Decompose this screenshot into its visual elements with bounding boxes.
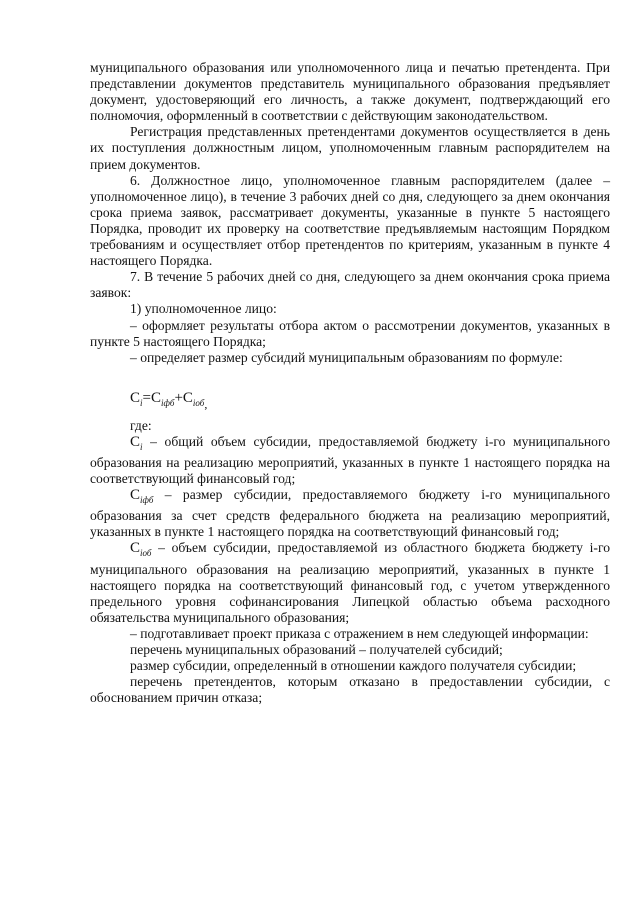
formula-lhs: C [130,389,141,406]
paragraph: где: [130,417,152,433]
paragraph: муниципального образования или уполномоченного лица и печатью претендента. При представлении документов представитель муниципального образования предъявляет документ, удостоверяющий его личность, а также документ, подтверждающий его полномочия, оформленный в соответствии с действующим законодательством. [90,60,610,124]
symbol: $C_i$ [130,433,143,452]
formula-comma: , [204,396,208,411]
definition-cifb [90,487,610,540]
definition-text: – размер субсидии, предоставляемого бюджету i-го муниципального образования за счет средств федерального бюджета на реализацию мероприятий, указанных в пункте 1 настоящего порядка на соответствующий финансовый год; [90,487,610,540]
document-page [90,60,610,706]
paragraph: – определяет размер субсидий муниципальным образованиям по формуле: [130,349,563,365]
definition-text: – объем субсидии, предоставляемой из областного бюджета бюджету i-го муниципального образования на реализацию мероприятий, указанных в пункте 1 настоящего порядка на соответствующий финансовый год, с учетом утвержденного предельного уровня софинансирования Липецкой областью объема расходного обязательства муниципального образования; [90,540,610,625]
subsidy-formula [130,388,610,418]
definition-text: – общий объем субсидии, предоставляемой бюджету i-го муниципального образования на реализацию мероприятий, указанных в пункте 1 настоящего порядка на соответствующий финансовый год; [90,433,610,487]
paragraph: перечень претендентов, которым отказано в предоставлении субсидии, с обоснованием причин отказа; [90,674,610,706]
formula-term2: C [182,389,193,406]
definition-ci [90,434,610,487]
formula-term1: C [151,389,162,406]
symbol: $C_{iоб}$ [130,540,152,559]
paragraph: размер субсидии, определенный в отношении каждого получателя субсидии; [130,658,577,674]
formula-lhs-sub: i [140,397,143,408]
paragraph: 7. В течение 5 рабочих дней со дня, следующего за днем окончания срока приема заявок: [90,269,610,301]
paragraph: Регистрация представленных претендентами документов осуществляется в день их поступления должностным лицом, уполномоченным главным распорядителем на прием документов. [90,124,610,172]
paragraph: перечень муниципальных образований – получателей субсидий; [130,642,503,657]
definition-ciob [90,540,610,625]
symbol: $C_{iфб}$ [130,487,154,506]
formula-term2-sub: iоб [192,397,205,408]
paragraph: – подготавливает проект приказа с отражением в нем следующей информации: [130,625,589,641]
paragraph: 1) уполномоченное лицо: [130,301,277,317]
formula-term1-sub: iфб [161,397,175,408]
formula-plus: + [174,389,183,406]
paragraph: 6. Должностное лицо, уполномоченное главным распорядителем (далее – уполномоченное лицо), в течение 3 рабочих дней со дня, следующего за днем окончания срока приема заявок, рассматривает документы, указанные в пункте 5 настоящего Порядка, проводит их проверку на соответствие предъявляемым настоящим Порядком требованиям и осуществляет отбор претендентов по критериям, указанным в пункте 4 настоящего Порядка. [90,172,610,269]
paragraph: – оформляет результаты отбора актом о рассмотрении документов, указанных в пункте 5 настоящего Порядка; [90,317,610,349]
formula-equals: = [142,389,151,406]
